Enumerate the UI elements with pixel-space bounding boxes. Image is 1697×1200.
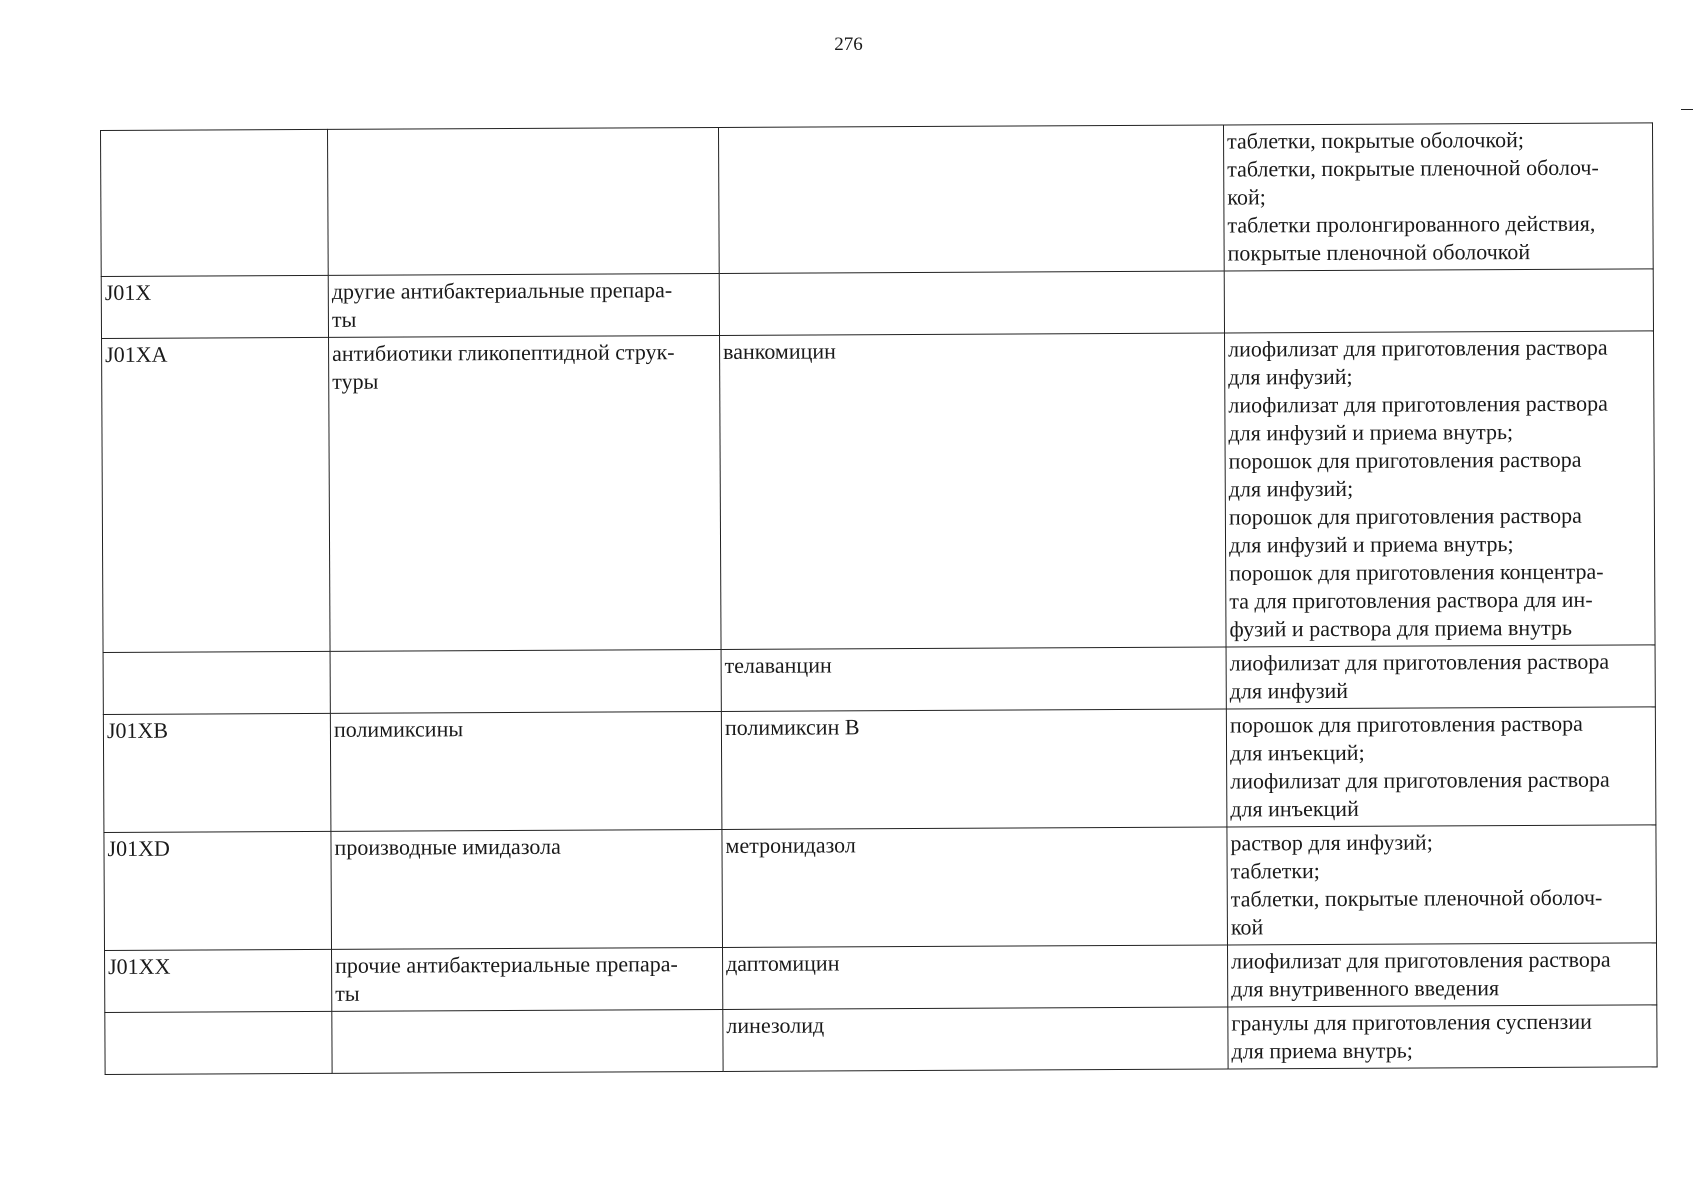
- dosage-form-line: лиофилизат для приготовления раствора: [1228, 390, 1608, 418]
- table-row: [104, 825, 1657, 951]
- drug-table: [100, 122, 1658, 1075]
- atc-code-cell: J01X: [101, 275, 328, 338]
- table-row: [101, 269, 1653, 339]
- drug-name-cell: полимиксин B: [721, 709, 1227, 829]
- dosage-form-line: кой: [1230, 914, 1264, 940]
- dosage-form-line: для инфузий: [1229, 677, 1349, 704]
- table-row: [103, 707, 1656, 833]
- dosage-form-line: раствор для инфузий;: [1230, 829, 1433, 856]
- atc-code-cell: [105, 1011, 332, 1074]
- dosage-form-line: покрытые пленочной оболочкой: [1227, 239, 1531, 266]
- dosage-form-line: лиофилизат для приготовления раствора: [1231, 946, 1611, 974]
- atc-code-cell: J01XB: [103, 713, 331, 832]
- dosage-form-line: для приема внутрь;: [1231, 1037, 1413, 1064]
- dosage-form-line: для инфузий и приема внутрь;: [1228, 531, 1514, 558]
- table-row: [105, 1005, 1657, 1075]
- atc-code-cell: [101, 129, 329, 276]
- drug-name-cell: [718, 125, 1224, 273]
- dosage-form-line: порошок для приготовления концентра-: [1229, 558, 1604, 586]
- dosage-form-line: порошок для приготовления раствора: [1229, 710, 1583, 738]
- group-cell: полимиксины: [330, 711, 722, 831]
- dosage-form-cell: [1224, 269, 1653, 333]
- drug-name-cell: метронидазол: [722, 827, 1228, 947]
- dosage-form-line: порошок для приготовления раствора: [1228, 502, 1582, 530]
- dosage-form-line: лиофилизат для приготовления раствора: [1229, 648, 1610, 676]
- dosage-form-line: для инфузий;: [1228, 363, 1353, 390]
- drug-name-cell: телаванцин: [721, 647, 1226, 711]
- group-cell: [327, 127, 719, 275]
- table-row: [102, 331, 1656, 653]
- group-cell: [330, 649, 721, 713]
- dosage-form-cell: [1227, 943, 1656, 1007]
- dosage-form-line: лиофилизат для приготовления раствора: [1228, 334, 1608, 362]
- dosage-form-cell: [1227, 825, 1657, 945]
- drug-name-cell: даптомицин: [723, 945, 1228, 1009]
- atc-code-cell: J01XX: [105, 949, 332, 1012]
- group-line: прочие антибактериальные препара-: [335, 951, 678, 978]
- dosage-form-line: для инъекций;: [1229, 739, 1365, 766]
- dosage-form-cell: [1225, 331, 1656, 647]
- atc-code-cell: [103, 651, 330, 714]
- group-line: ты: [335, 980, 360, 1006]
- dosage-form-line: для инфузий;: [1228, 475, 1354, 502]
- dosage-form-line: таблетки, покрытые пленочной оболоч-: [1230, 884, 1603, 912]
- dosage-form-line: порошок для приготовления раствора: [1228, 446, 1582, 474]
- dosage-form-line: для инфузий и приема внутрь;: [1228, 419, 1514, 446]
- dosage-form-cell: [1226, 645, 1655, 709]
- drug-name-cell: [719, 271, 1224, 335]
- group-line: ты: [331, 306, 357, 332]
- atc-code-cell: J01XA: [102, 337, 331, 652]
- dosage-form-line: лиофилизат для приготовления раствора: [1230, 766, 1610, 794]
- dosage-form-line: кой;: [1227, 184, 1266, 210]
- dosage-form-cell: [1226, 707, 1656, 827]
- dosage-form-line: таблетки пролонгированного действия,: [1227, 210, 1596, 238]
- group-line: антибиотики гликопептидной струк-: [332, 339, 675, 366]
- dosage-form-cell: [1223, 123, 1653, 271]
- drug-name-cell: линезолид: [723, 1007, 1228, 1071]
- atc-code-cell: J01XD: [104, 831, 332, 950]
- dosage-form-cell: [1228, 1005, 1657, 1069]
- table-row: [103, 645, 1655, 715]
- group-line: другие антибактериальные препара-: [331, 277, 673, 304]
- dosage-form-line: таблетки, покрытые пленочной оболоч-: [1227, 154, 1599, 182]
- table-row: [101, 123, 1654, 277]
- margin-mark: [1681, 109, 1693, 110]
- group-cell: производные имидазола: [331, 829, 723, 949]
- group-cell: [332, 1009, 723, 1073]
- group-cell: [328, 273, 719, 337]
- dosage-form-line: таблетки;: [1230, 858, 1320, 884]
- page-number: 276: [834, 34, 863, 55]
- table-row: [105, 943, 1657, 1013]
- drug-name-cell: ванкомицин: [720, 333, 1227, 649]
- dosage-form-line: для инъекций: [1230, 795, 1359, 822]
- group-cell: [329, 335, 722, 651]
- dosage-form-line: таблетки, покрытые оболочкой;: [1227, 127, 1524, 154]
- dosage-form-line: гранулы для приготовления суспензии: [1231, 1008, 1592, 1036]
- group-cell: [332, 947, 723, 1011]
- dosage-form-line: для внутривенного введения: [1231, 975, 1500, 1002]
- dosage-form-line: та для приготовления раствора для ин-: [1229, 586, 1593, 614]
- group-line: туры: [332, 368, 379, 394]
- dosage-form-line: фузий и раствора для приема внутрь: [1229, 614, 1573, 642]
